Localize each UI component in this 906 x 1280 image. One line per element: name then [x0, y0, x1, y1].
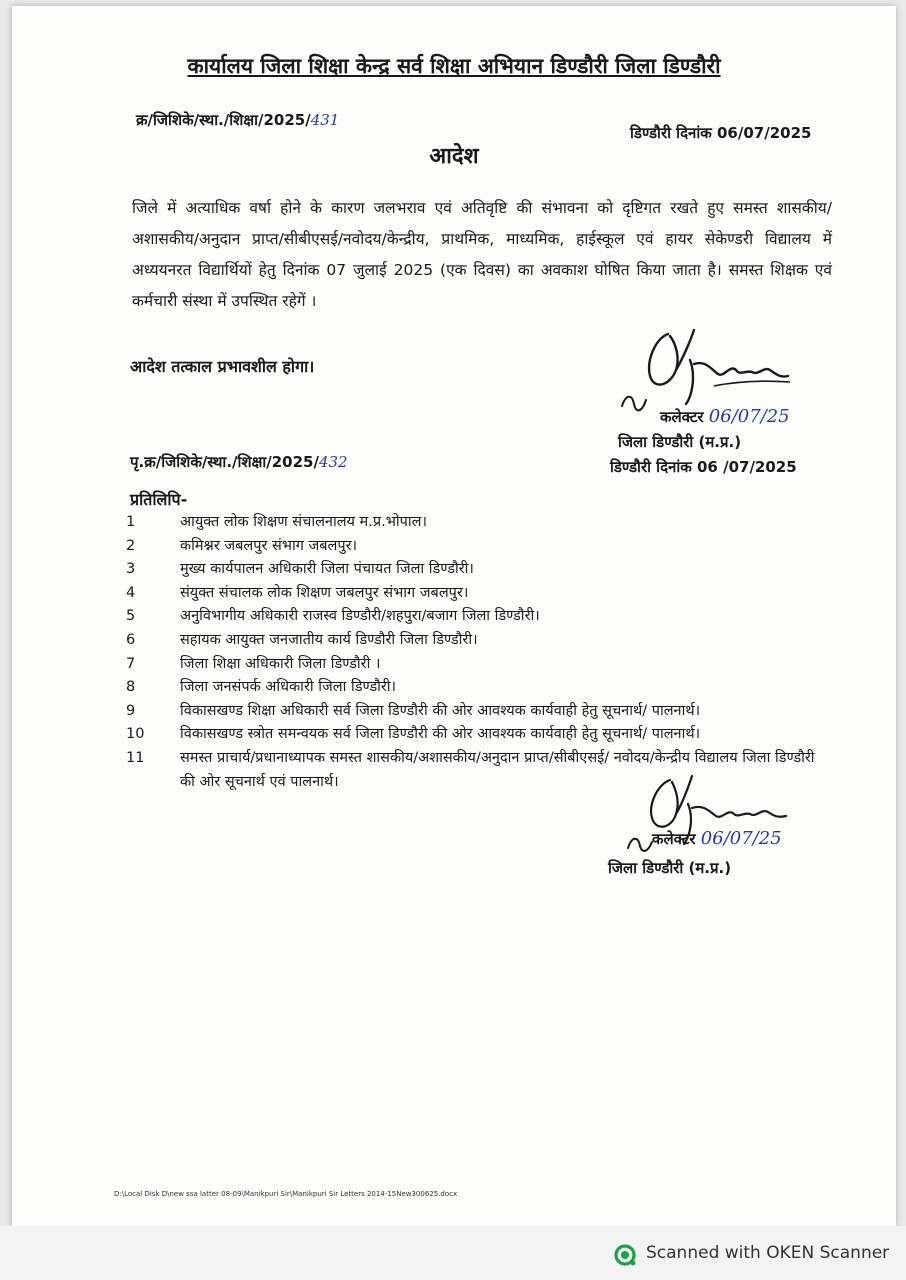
list-item — [126, 676, 826, 700]
list-item-text: आयुक्त लोक शिक्षण संचालनालय म.प्र.भोपाल। — [180, 514, 427, 530]
list-item — [126, 723, 826, 747]
order-heading: आदेश — [429, 144, 479, 169]
order-body-paragraph: जिले में अत्याधिक वर्षा होने के कारण जलभराव एवं अतिवृष्टि की संभावना को दृष्टिगत रखते हुए समस्त शासकीय/ अशासकीय/अनुदान प्राप्त/सीबीएसई/नवोदय/केन्द्रीय, प्राथमिक, माध्यमिक, हाईस्कूल एवं हायर सेकेण्डरी विद्यालय में अध्ययनरत विद्यार्थियों हेतु दिनांक 07 जुलाई 2025 (एक दिवस) का अवकाश घोषित किया जाता है। समस्त शिक्षक एवं कर्मचारी संस्था में उपस्थित रहेगें । — [132, 199, 832, 310]
footer-file-path: D:\Local Disk D\new ssa latter 08-09\Manikpuri Sir\Manikpuri Sir Letters 2014-15New300625.docx — [114, 1190, 458, 1198]
signature-2-designation — [652, 828, 782, 849]
list-item-text: जिला जनसंपर्क अधिकारी जिला डिण्डौरी। — [180, 679, 397, 696]
list-item — [126, 629, 826, 653]
list-item — [126, 582, 826, 606]
signature-1-district: जिला डिण्डौरी (म.प्र.) — [618, 433, 742, 451]
signature-1-handwritten-date: 06/07/25 — [708, 406, 790, 427]
list-item-number: 5 — [126, 608, 136, 625]
copy-label: प्रतिलिपि- — [130, 490, 188, 509]
scanner-watermark-text: Scanned with OKEN Scanner — [646, 1243, 890, 1263]
list-item-text: अनुविभागीय अधिकारी राजस्व डिण्डौरी/शहपुरा/बजाग जिला डिण्डौरी। — [180, 608, 540, 625]
document-page — [12, 6, 896, 1226]
place-date: डिण्डौरी दिनांक 06/07/2025 — [630, 124, 812, 142]
signature-1-designation — [660, 406, 790, 427]
list-item — [126, 653, 826, 677]
list-item-number: 2 — [126, 537, 136, 554]
list-item-text: जिला शिक्षा अधिकारी जिला डिण्डौरी । — [180, 655, 381, 672]
list-item — [126, 605, 826, 629]
scanner-watermark-bar — [0, 1226, 906, 1280]
list-item — [126, 558, 826, 582]
signature-2-handwritten-date: 06/07/25 — [700, 828, 782, 849]
reference-number-handwritten: 431 — [310, 111, 340, 129]
copy-reference-handwritten: 432 — [318, 453, 348, 471]
list-item-number: 11 — [126, 749, 145, 766]
list-item-text: समस्त प्राचार्य/प्रधानाध्यापक समस्त शासकीय/अशासकीय/अनुदान प्राप्त/सीबीएसई/ नवोदय/केन्द्रीय विद्यालय जिला डिण्डौरी की ओर सूचनार्थ एवं पालनार्थ। — [180, 749, 815, 790]
effect-line: आदेश तत्काल प्रभावशील होगा। — [130, 357, 315, 376]
copy-place-date: डिण्डौरी दिनांक 06 /07/2025 — [610, 458, 797, 476]
list-item — [126, 511, 826, 535]
collector-signature-1 — [620, 320, 800, 416]
list-item-number: 9 — [126, 702, 136, 719]
list-item-text: सहायक आयुक्त जनजातीय कार्य डिण्डौरी जिला डिण्डौरी। — [180, 631, 478, 648]
copy-recipient-list — [126, 511, 826, 794]
list-item-number: 6 — [126, 631, 136, 648]
oken-scanner-logo-icon — [614, 1244, 636, 1266]
office-title: कार्यालय जिला शिक्षा केन्द्र सर्व शिक्षा अभियान डिण्डौरी जिला डिण्डौरी — [187, 54, 721, 78]
list-item — [126, 535, 826, 559]
signature-2-district: जिला डिण्डौरी (म.प्र.) — [608, 859, 732, 877]
list-item-number: 3 — [126, 561, 136, 578]
copy-reference-number — [130, 452, 348, 472]
list-item-text: मुख्य कार्यपालन अधिकारी जिला पंचायत जिला डिण्डौरी। — [180, 561, 474, 578]
list-item-text: कमिश्नर जबलपुर संभाग जबलपुर। — [180, 537, 358, 554]
signature-1-designation-text: कलेक्टर — [660, 408, 704, 426]
list-item — [126, 700, 826, 724]
list-item-text: संयुक्त संचालक लोक शिक्षण जबलपुर संभाग जबलपुर। — [180, 584, 469, 601]
list-item-text: विकासखण्ड शिक्षा अधिकारी सर्व जिला डिण्डौरी की ओर आवश्यक कार्यवाही हेतु सूचनार्थ/ पालनार्थ। — [180, 702, 701, 719]
list-item-number: 1 — [126, 514, 136, 530]
list-item-number: 8 — [126, 679, 136, 696]
list-item-number: 4 — [126, 584, 136, 601]
signature-2-designation-text: कलेक्टर — [652, 830, 696, 848]
list-item-number: 7 — [126, 655, 136, 672]
copy-reference-prefix: पृ.क्र/जिशिके/स्था./शिक्षा/2025/ — [130, 453, 319, 471]
reference-number-prefix: क्र/जिशिके/स्था./शिक्षा/2025/ — [136, 111, 311, 129]
list-item-number: 10 — [126, 726, 145, 743]
list-item-text: विकासखण्ड स्त्रोत समन्वयक सर्व जिला डिण्डौरी की ओर आवश्यक कार्यवाही हेतु सूचनार्थ/ पालनार्थ। — [180, 726, 701, 743]
reference-number — [136, 110, 339, 130]
